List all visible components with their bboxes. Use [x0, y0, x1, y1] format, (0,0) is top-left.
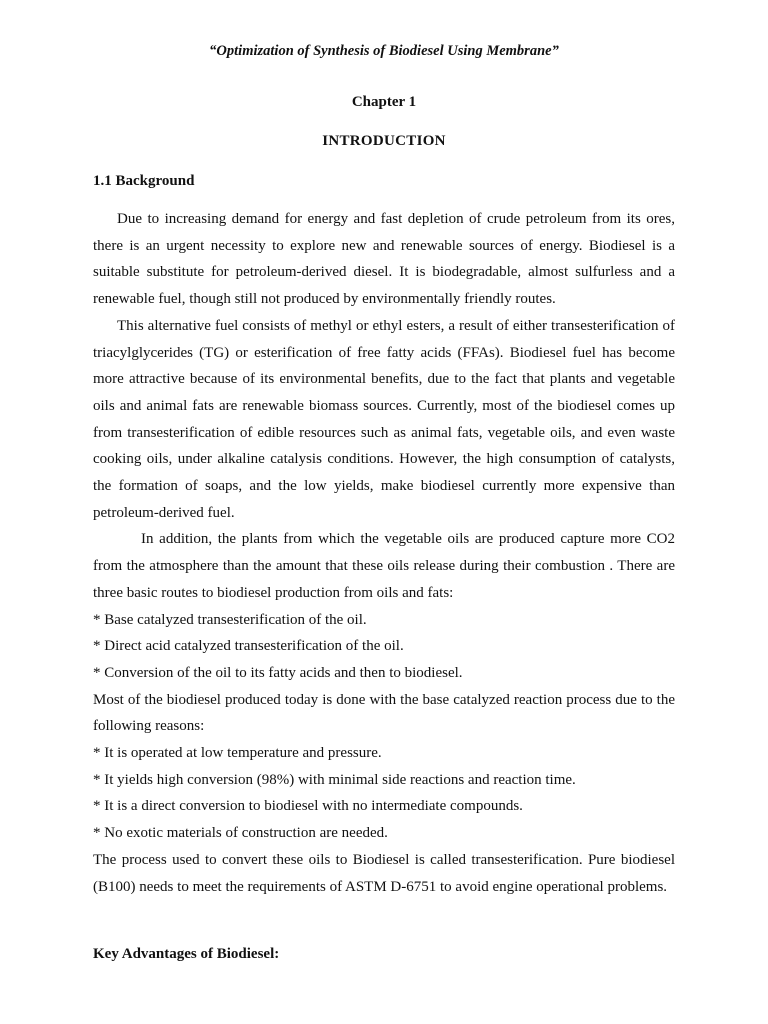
list-item-reason: * It is operated at low temperature and pressure. — [93, 745, 382, 762]
section-heading: 1.1 Background — [93, 173, 195, 189]
list-item-route: * Base catalyzed transesterification of the oil. — [93, 611, 367, 628]
key-advantages-heading: Key Advantages of Biodiesel: — [93, 946, 280, 962]
list-item-reason: * No exotic materials of construction are needed. — [93, 825, 388, 842]
list-item-route: * Conversion of the oil to its fatty acids and then to biodiesel. — [93, 664, 463, 681]
chapter-title: INTRODUCTION — [322, 133, 446, 149]
list-item-reason: * It is a direct conversion to biodiesel with no intermediate compounds. — [93, 798, 523, 815]
chapter-label: Chapter 1 — [351, 94, 417, 110]
list-item-reason: * It yields high conversion (98%) with minimal side reactions and reaction time. — [93, 771, 576, 788]
body-text — [93, 206, 675, 900]
list-item-route: * Direct acid catalyzed transesterification of the oil. — [93, 638, 404, 655]
running-header-title: “Optimization of Synthesis of Biodiesel Using Membrane” — [209, 43, 559, 59]
paragraph-2: This alternative fuel consists of methyl or ethyl esters, a result of either transesterification of triacylglycerides (TG) or esterification of free fatty acids (FFAs). Biodiesel fuel has become more attractive because of its environmental benefits, due to the fact that plants and vegetable oils and animal fats are renewable biomass sources. Currently, most of the biodiesel comes up from transesterification of edible resources such as animal fats, vegetable oils, and even waste cooking oils, under alkaline catalysis conditions. However, the high consumption of catalysts, the formation of soaps, and the low yields, make biodiesel currently more expensive than petroleum-derived fuel. — [93, 317, 675, 521]
paragraph-3: In addition, the plants from which the vegetable oils are produced capture more CO2 from the atmosphere than the amount that these oils release during their combustion . There are three basic routes to biodiesel production from oils and fats: — [93, 531, 675, 601]
paragraph-1: Due to increasing demand for energy and fast depletion of crude petroleum from its ores, there is an urgent necessity to explore new and renewable sources of energy. Biodiesel is a suitable substitute for petroleum-derived diesel. It is biodegradable, almost sulfurless and a renewable fuel, though still not produced by environmentally friendly routes. — [93, 211, 675, 308]
closing-paragraph: The process used to convert these oils to Biodiesel is called transesterification. Pure biodiesel (B100) needs to meet the requirements of ASTM D-6751 to avoid engine operational problems. — [93, 851, 675, 895]
reasons-intro: Most of the biodiesel produced today is done with the base catalyzed reaction process due to the following reasons: — [93, 691, 675, 735]
